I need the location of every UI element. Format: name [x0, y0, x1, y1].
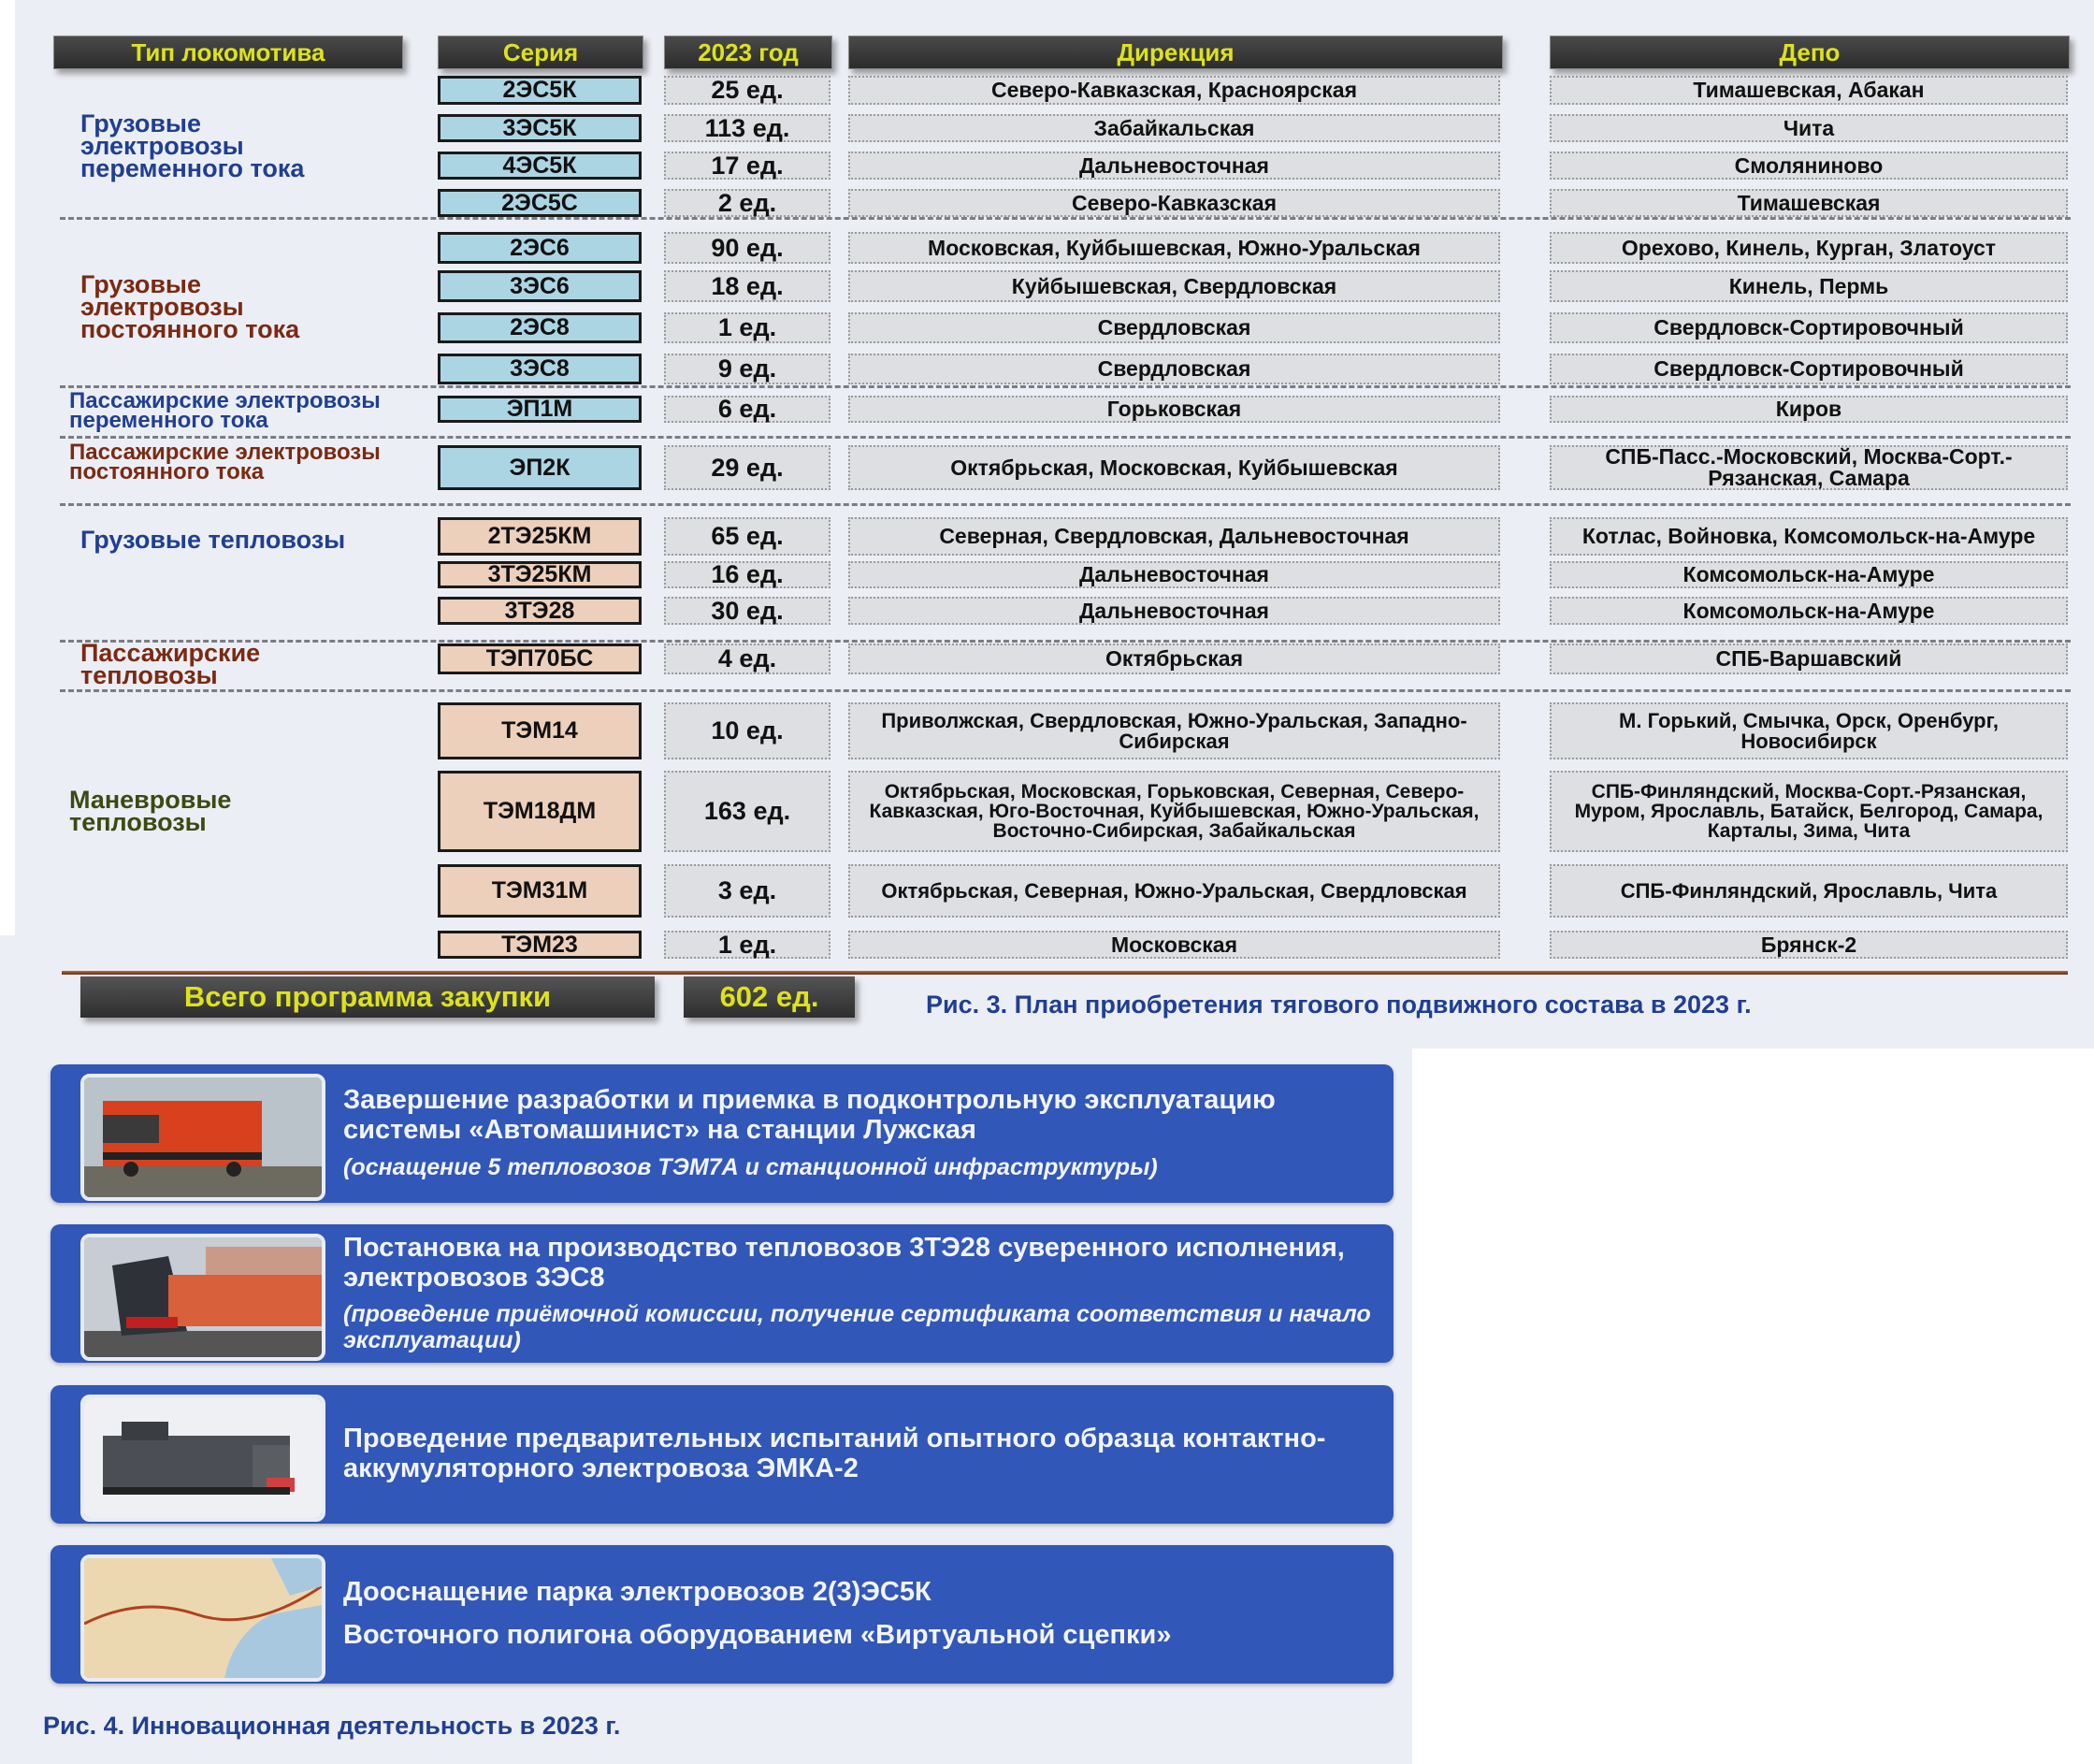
innovation-panel [51, 1545, 1394, 1684]
depot-cell: Чита [1550, 114, 2068, 142]
depot-cell: Свердловск-Сортировочный [1550, 312, 2068, 343]
depot-cell: СПБ-Финляндский, Москва-Сорт.-Рязанская, Муром, Ярославль, Батайск, Белгород, Самара, Карталы, Зима, Чита [1550, 771, 2068, 852]
count-cell: 113 ед. [664, 114, 830, 142]
series-cell: 3ЭС5К [438, 114, 642, 142]
series-cell: 2ЭС5С [438, 189, 642, 217]
total-value: 602 ед. [684, 976, 855, 1018]
header-series: Серия [438, 36, 643, 69]
locomotive-type-label: Грузовые электровозы постоянного тока [80, 270, 300, 343]
depot-cell: Котлас, Войновка, Комсомольск-на-Амуре [1550, 517, 2068, 556]
count-cell: 1 ед. [664, 931, 830, 959]
group-divider [60, 217, 2071, 220]
depot-cell: Свердловск-Сортировочный [1550, 354, 2068, 384]
depot-cell: Смоляниново [1550, 152, 2068, 180]
series-cell: 3ТЭ28 [438, 597, 642, 625]
shunting-locomotive-photo [80, 1074, 325, 1201]
railway-map [80, 1554, 325, 1682]
count-cell: 6 ед. [664, 396, 830, 423]
group-divider [60, 640, 2071, 643]
direction-cell: Свердловская [848, 354, 1500, 384]
series-cell: 2ЭС8 [438, 312, 642, 343]
header-direction: Дирекция [848, 36, 1503, 69]
count-cell: 29 ед. [664, 445, 830, 490]
count-cell: 2 ед. [664, 189, 830, 217]
page-blank-area [1412, 1048, 2094, 1764]
locomotive-type-label: Пассажирские тепловозы [80, 639, 261, 689]
series-cell: 2ТЭ25КМ [438, 517, 642, 556]
depot-cell: СПБ-Финляндский, Ярославль, Чита [1550, 864, 2068, 918]
depot-cell: Кинель, Пермь [1550, 270, 2068, 302]
depot-cell: Орехово, Кинель, Курган, Златоуст [1550, 232, 2068, 264]
direction-cell: Московская, Куйбышевская, Южно-Уральская [848, 232, 1500, 264]
count-cell: 17 ед. [664, 152, 830, 180]
direction-cell: Горьковская [848, 396, 1500, 423]
innovation-panel [51, 1385, 1394, 1524]
depot-cell: Комсомольск-на-Амуре [1550, 561, 2068, 588]
series-cell: 2ЭС5К [438, 76, 642, 105]
panel-note: (оснащение 5 тепловозов ТЭМ7А и станционной инфраструктуры) [343, 1154, 1158, 1181]
panel-title: Дооснащение парка электровозов 2(3)ЭС5К [343, 1577, 931, 1608]
count-cell: 9 ед. [664, 354, 830, 384]
direction-cell: Дальневосточная [848, 597, 1500, 625]
direction-cell: Московская [848, 931, 1500, 959]
series-cell: ТЭМ18ДМ [438, 771, 642, 852]
innovation-panel [51, 1064, 1394, 1203]
series-cell: 2ЭС6 [438, 232, 642, 264]
count-cell: 18 ед. [664, 270, 830, 302]
series-cell: ЭП2К [438, 445, 642, 490]
group-divider [60, 503, 2071, 506]
count-cell: 30 ед. [664, 597, 830, 625]
locomotive-photo [80, 1234, 325, 1361]
count-cell: 3 ед. [664, 864, 830, 918]
count-cell: 25 ед. [664, 76, 830, 105]
direction-cell: Северо-Кавказская [848, 189, 1500, 217]
series-cell: 3ЭС6 [438, 270, 642, 302]
series-cell: 3ЭС8 [438, 354, 642, 384]
locomotive-type-label: Грузовые тепловозы [80, 526, 346, 554]
series-cell: ТЭП70БС [438, 643, 642, 674]
locomotive-type-label: Пассажирские электровозы постоянного тока [69, 440, 381, 485]
panel-text [343, 1224, 1375, 1363]
figure3-caption: Рис. 3. План приобретения тягового подвижного состава в 2023 г. [926, 990, 1752, 1019]
depot-cell: М. Горький, Смычка, Орск, Оренбург, Новосибирск [1550, 702, 2068, 759]
header-year: 2023 год [664, 36, 832, 69]
series-cell: ЭП1М [438, 396, 642, 423]
page-margin [0, 0, 15, 935]
depot-cell: СПБ-Пасс.-Московский, Москва-Сорт.-Рязанская, Самара [1550, 445, 2068, 490]
series-cell: 4ЭС5К [438, 152, 642, 180]
direction-cell: Северная, Свердловская, Дальневосточная [848, 517, 1500, 556]
header-type: Тип локомотива [53, 36, 403, 69]
panel-text [343, 1064, 1375, 1203]
total-separator [62, 971, 2068, 975]
direction-cell: Забайкальская [848, 114, 1500, 142]
depot-cell: СПБ-Варшавский [1550, 643, 2068, 674]
direction-cell: Дальневосточная [848, 561, 1500, 588]
locomotive-type-label: Пассажирские электровозы переменного тока [69, 388, 381, 434]
group-divider [60, 689, 2071, 692]
series-cell: ТЭМ31М [438, 864, 642, 918]
panel-title-line2: Восточного полигона оборудованием «Виртуальной сцепки» [343, 1620, 1172, 1650]
direction-cell: Куйбышевская, Свердловская [848, 270, 1500, 302]
locomotive-type-label: Маневровые тепловозы [69, 786, 232, 836]
total-label: Всего программа закупки [80, 976, 655, 1018]
header-depot: Депо [1550, 36, 2070, 69]
panel-title: Постановка на производство тепловозов 3ТЭ28 суверенного исполнения, электровозов 3ЭС8 [343, 1232, 1345, 1293]
panel-text [343, 1385, 1375, 1524]
innovation-panel [51, 1224, 1394, 1363]
series-cell: ТЭМ23 [438, 931, 642, 959]
direction-cell: Октябрьская [848, 643, 1500, 674]
count-cell: 4 ед. [664, 643, 830, 674]
series-cell: 3ТЭ25КМ [438, 561, 642, 588]
count-cell: 65 ед. [664, 517, 830, 556]
count-cell: 163 ед. [664, 771, 830, 852]
locomotive-type-label: Грузовые электровозы переменного тока [80, 109, 305, 182]
depot-cell: Киров [1550, 396, 2068, 423]
panel-text [343, 1545, 1375, 1684]
direction-cell: Свердловская [848, 312, 1500, 343]
count-cell: 10 ед. [664, 702, 830, 759]
depot-cell: Комсомольск-на-Амуре [1550, 597, 2068, 625]
series-cell: ТЭМ14 [438, 702, 642, 759]
direction-cell: Октябрьская, Северная, Южно-Уральская, Свердловская [848, 864, 1500, 918]
direction-cell: Северо-Кавказская, Красноярская [848, 76, 1500, 105]
direction-cell: Дальневосточная [848, 152, 1500, 180]
panel-title: Проведение предварительных испытаний опытного образца контактно-аккумуляторного электровоза ЭМКА-2 [343, 1424, 1326, 1483]
direction-cell: Октябрьская, Московская, Куйбышевская [848, 445, 1500, 490]
count-cell: 1 ед. [664, 312, 830, 343]
count-cell: 16 ед. [664, 561, 830, 588]
depot-cell: Тимашевская [1550, 189, 2068, 217]
depot-cell: Брянск-2 [1550, 931, 2068, 959]
direction-cell: Приволжская, Свердловская, Южно-Уральская, Западно-Сибирская [848, 702, 1500, 759]
panel-note: (проведение приёмочной комиссии, получение сертификата соответствия и начало эксплуатации) [343, 1301, 1371, 1353]
depot-cell: Тимашевская, Абакан [1550, 76, 2068, 105]
battery-locomotive-photo [80, 1395, 325, 1522]
count-cell: 90 ед. [664, 232, 830, 264]
panel-title: Завершение разработки и приемка в подконтрольную эксплуатацию системы «Автомашинист» на станции Лужская [343, 1085, 1276, 1146]
group-divider [60, 436, 2071, 439]
figure4-caption: Рис. 4. Инновационная деятельность в 2023 г. [43, 1712, 621, 1740]
direction-cell: Октябрьская, Московская, Горьковская, Северная, Северо-Кавказская, Юго-Восточная, Куйбышевская, Южно-Уральская, Восточно-Сибирская, Забайкальская [848, 771, 1500, 852]
